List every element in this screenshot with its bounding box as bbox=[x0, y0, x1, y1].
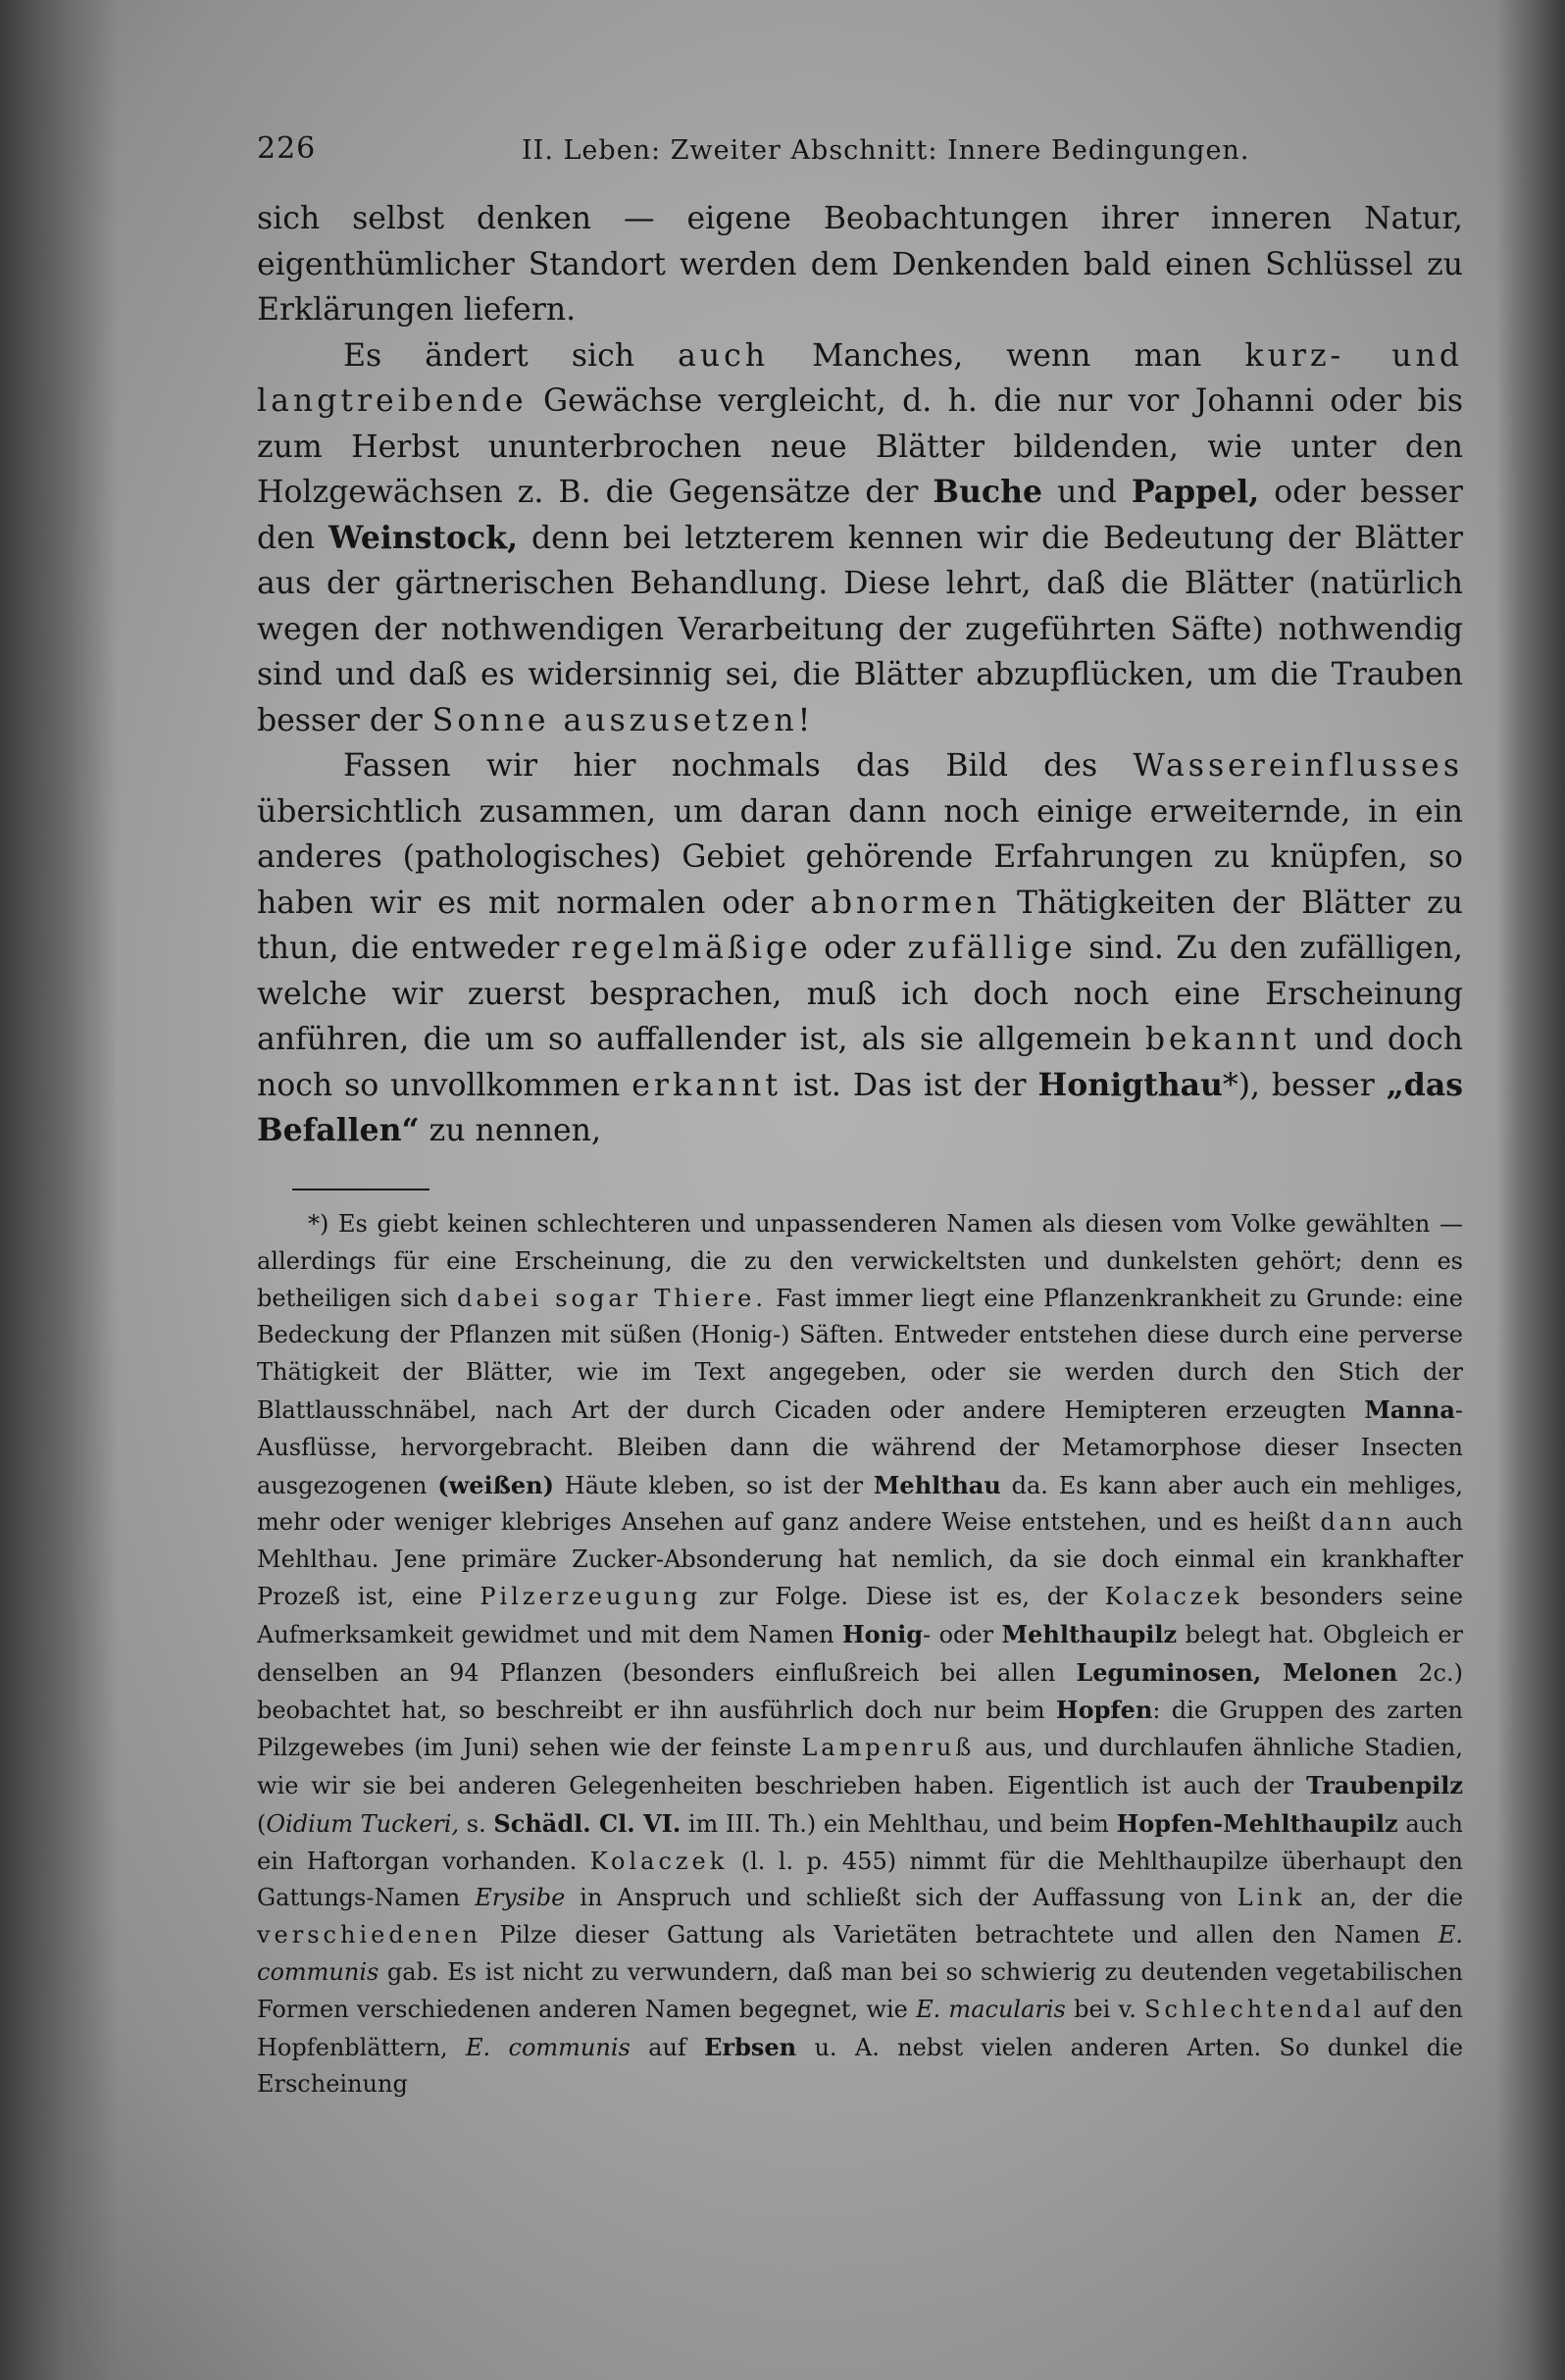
page-number: 226 bbox=[257, 131, 317, 166]
emphasis-text: Sonne auszusetzen! bbox=[431, 702, 815, 738]
emphasis-text: dabei sogar Thiere. bbox=[457, 1284, 767, 1312]
text-run: besonders seine Aufmerksamkeit gewidmet und mit dem Namen bbox=[257, 1582, 1463, 1648]
italic-term: Oidium Tuckeri, bbox=[266, 1809, 460, 1838]
page-edge-shadow bbox=[1496, 0, 1565, 2380]
bold-term: Leguminosen, Melonen bbox=[1076, 1657, 1398, 1687]
emphasis-text: Lampenruß bbox=[801, 1734, 976, 1762]
text-run: s. bbox=[459, 1809, 494, 1838]
text-run: (l. l. p. 455) nimmt für die Mehlthaupilze überhaupt den Gattungs-Namen bbox=[257, 1847, 1463, 1912]
footnote-divider bbox=[292, 1189, 429, 1190]
text-run: und bbox=[1042, 475, 1132, 510]
italic-term: E. macularis bbox=[916, 1995, 1066, 2023]
bold-term: Hopfen bbox=[1055, 1696, 1153, 1725]
emphasis-text: Kolaczek bbox=[1104, 1582, 1243, 1610]
text-run: auf bbox=[630, 2033, 705, 2061]
text-run: Fassen wir hier nochmals das Bild des bbox=[343, 748, 1134, 784]
bold-term: Mehlthaupilz bbox=[1001, 1619, 1178, 1648]
footnote bbox=[257, 1206, 1463, 2187]
text-run: gab. Es ist nicht zu verwundern, daß man bei so schwierig zu deutenden vegetabilischen Formen verschiedenen anderen Namen begegnet, wie bbox=[257, 1957, 1463, 2023]
text-run: ( bbox=[257, 1809, 267, 1838]
italic-term: Erysibe bbox=[475, 1884, 566, 1912]
text-run: übersichtlich zusammen, um daran dann noch einige erweiternde, in ein anderes (pathologisches) Gebiet gehörende Erfahrungen zu knüpfen, so haben wir es mit normalen oder bbox=[257, 793, 1463, 921]
bold-term: Honig bbox=[842, 1619, 924, 1648]
emphasis-text: erkannt bbox=[631, 1067, 782, 1103]
text-run: denn bei letzterem kennen wir die Bedeutung der Blätter aus der gärtnerischen Behandlung. Diese lehrt, daß die Blätter (natürlich wegen der nothwendigen Verarbeitung der zugeführten Säfte) nothwendig sind und daß es widersinnig sei, die Blätter abzupflücken, um die Trauben besser der bbox=[257, 520, 1464, 738]
bold-term: Mehlthau bbox=[873, 1470, 1001, 1499]
text-run: Es ändert sich bbox=[343, 337, 679, 374]
emphasis-text: regelmäßige bbox=[571, 931, 812, 966]
text-run: an, der die bbox=[1305, 1884, 1464, 1912]
text-run: Fast immer liegt eine Pflanzenkrankheit zu Grunde: eine Bedeckung der Pflanzen mit süßen (Honig-) Säften. Entweder entstehen diese durch eine perverse Thätigkeit der Blätter, wie im Text angegeben, oder sie werden durch den Stich der Blattlausschnäbel, nach Art der durch Cicaden oder andere Hemipteren erzeugten bbox=[257, 1284, 1463, 1424]
emphasis-text: bekannt bbox=[1144, 1022, 1300, 1057]
footnote-paragraph bbox=[257, 1206, 1463, 2103]
bold-term: Hopfen-Mehlthaupilz bbox=[1116, 1808, 1398, 1838]
text-run: Thätigkeiten der Blätter zu thun, die entweder bbox=[257, 885, 1463, 966]
emphasis-text: kurz- und langtreibende bbox=[257, 337, 1463, 419]
text-run: oder bbox=[811, 931, 908, 966]
text-run: Häute kleben, so ist der bbox=[553, 1471, 874, 1499]
emphasis-text: Kolaczek bbox=[589, 1847, 729, 1875]
paragraph-1: sich selbst denken — eigene Beobachtungen ihrer inneren Natur, eigenthümlicher Standort werden dem Denkenden bald einen Schlüssel zu Erklärungen liefern. bbox=[257, 201, 1463, 328]
text-run: u. A. nebst vielen anderen Arten. So dunkel die Erscheinung bbox=[257, 2033, 1464, 2099]
running-head: II. Leben: Zweiter Abschnitt: Innere Bedingungen. bbox=[522, 135, 1250, 166]
emphasis-text: zufällige bbox=[907, 931, 1077, 966]
text-run: auch Mehlthau. Jene primäre Zucker-Absonderung hat nemlich, da sie doch einmal ein krankhafter Prozeß ist, eine bbox=[257, 1508, 1463, 1610]
paragraph-3 bbox=[257, 743, 1463, 1154]
bold-term: Buche bbox=[933, 474, 1043, 510]
emphasis-text: auch bbox=[678, 337, 770, 374]
bold-term: Honigthau bbox=[1037, 1066, 1223, 1103]
bold-term: (weißen) bbox=[437, 1470, 554, 1499]
text-run: 2c.) beobachtet hat, so beschreibt er ihn ausführlich doch nur beim bbox=[257, 1658, 1463, 1725]
emphasis-text: Wassereinflusses bbox=[1133, 748, 1463, 784]
bold-term: Traubenpilz bbox=[1306, 1770, 1463, 1799]
text-run: zu nennen, bbox=[419, 1113, 601, 1148]
text-run: oder besser den bbox=[257, 475, 1463, 556]
emphasis-text: abnormen bbox=[810, 885, 1001, 921]
bold-term: Pappel, bbox=[1131, 474, 1260, 510]
text-run: in Anspruch und schließt sich der Auffassung von bbox=[565, 1884, 1237, 1912]
text-run: da. Es kann aber auch ein mehliges, mehr oder weniger klebriges Ansehen auf ganz andere Weise entstehen, und es heißt bbox=[257, 1471, 1463, 1537]
bold-term: Schädl. Cl. VI. bbox=[493, 1808, 682, 1838]
italic-term: E. communis bbox=[466, 2033, 631, 2061]
text-run: aus, und durchlaufen ähnliche Stadien, wie wir sie bei anderen Gelegenheiten beschrieben haben. Eigentlich ist auch der bbox=[257, 1734, 1463, 1799]
italic-term: E. communis bbox=[257, 1921, 1463, 1986]
paragraph-2 bbox=[257, 333, 1463, 744]
text-run: Manches, wenn man bbox=[769, 337, 1245, 374]
emphasis-text: Pilzerzeugung bbox=[480, 1582, 702, 1610]
text-run: bei v. bbox=[1065, 1995, 1145, 2023]
page-header bbox=[257, 131, 1463, 180]
bold-term: Weinstock, bbox=[328, 519, 519, 556]
text-run: *) Es giebt keinen schlechteren und unpassenderen Namen als diesen vom Volke gewählten — allerdings für eine Erscheinung, die zu den verwickeltsten und dunkelsten gehört; denn es betheiligen sich bbox=[257, 1210, 1463, 1312]
emphasis-text: dann bbox=[1320, 1508, 1396, 1537]
bold-term: Erbsen bbox=[704, 2032, 797, 2061]
text-run: ist. Das ist der bbox=[782, 1067, 1038, 1103]
page-gutter-shadow bbox=[0, 0, 118, 2380]
text-run: Pilze dieser Gattung als Varietäten betrachtete und allen den Namen bbox=[481, 1921, 1439, 1950]
text-run: im III. Th.) ein Mehlthau, und beim bbox=[681, 1809, 1117, 1838]
emphasis-text: Link bbox=[1237, 1884, 1306, 1912]
text-run: belegt hat. Obgleich er denselben an 94 Pflanzen (besonders einflußreich bei allen bbox=[257, 1620, 1463, 1687]
emphasis-text: Schlechtendal bbox=[1144, 1995, 1365, 2023]
text-run: *), besser bbox=[1222, 1067, 1387, 1103]
text-run: zur Folge. Diese ist es, der bbox=[701, 1582, 1105, 1610]
text-run: - oder bbox=[923, 1620, 1002, 1648]
text-run: auf den Hopfenblättern, bbox=[257, 1995, 1464, 2061]
text-run: sind. Zu den zufälligen, welche wir zuerst besprachen, muß ich doch noch eine Erscheinung anführen, die um so auffallender ist, als sie allgemein bbox=[257, 931, 1463, 1057]
bold-term: „das Befallen“ bbox=[257, 1066, 1463, 1148]
text-run: -Ausflüsse, hervorgebracht. Bleiben dann die während der Metamorphose dieser Insecten ausgezogenen bbox=[257, 1395, 1463, 1499]
text-run: und doch noch so unvollkommen bbox=[257, 1022, 1463, 1103]
bold-term: Manna bbox=[1364, 1394, 1455, 1424]
text-run: Gewächse vergleicht, d. h. die nur vor Johanni oder bis zum Herbst ununterbrochen neue Blätter bildenden, wie unter den Holzgewächsen z. B. die Gegensätze der bbox=[257, 383, 1463, 510]
main-text bbox=[257, 196, 1463, 1167]
emphasis-text: verschiedenen bbox=[257, 1921, 482, 1950]
text-run: : die Gruppen des zarten Pilzgewebes (im Juni) sehen wie der feinste bbox=[257, 1696, 1463, 1762]
text-run: auch ein Haftorgan vorhanden. bbox=[257, 1809, 1464, 1875]
